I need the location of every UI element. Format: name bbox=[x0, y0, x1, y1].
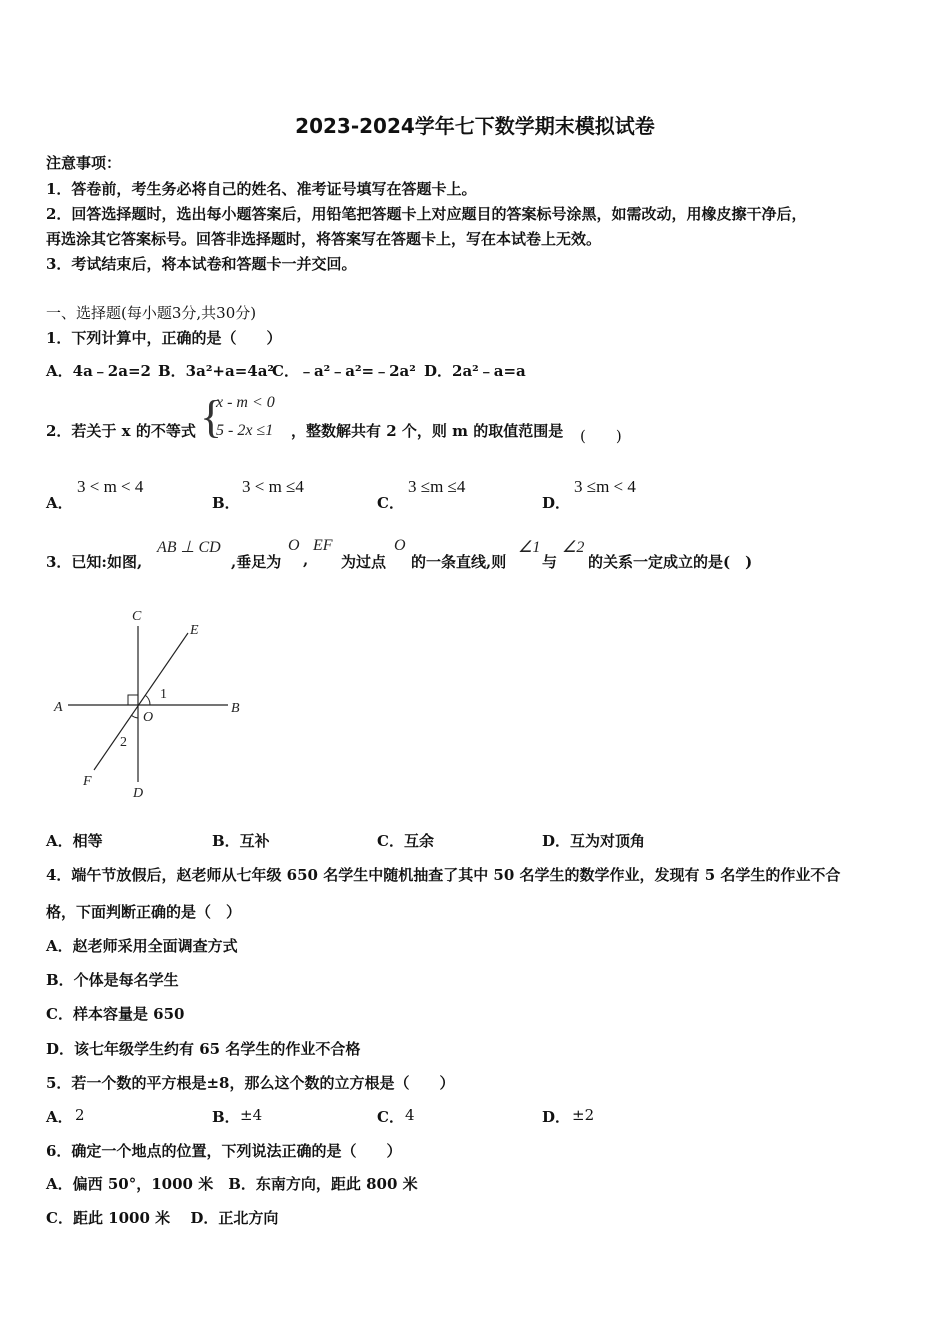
q3-option-b: B．互补 bbox=[212, 832, 270, 850]
q3-figure bbox=[46, 600, 256, 810]
q4-option-c: C．样本容量是 650 bbox=[46, 1005, 185, 1023]
right-angle-mark bbox=[128, 695, 138, 705]
q5-option-c-value: 4 bbox=[405, 1106, 415, 1124]
q6-options-row-2: C．距此 1000 米 D．正北方向 bbox=[46, 1209, 279, 1227]
label-c: C bbox=[132, 609, 142, 624]
q1-option-d: D．2a²﹣a=a bbox=[424, 362, 526, 380]
q6-options-row-1: A．偏西 50°，1000 米 B．东南方向，距此 800 米 bbox=[46, 1175, 418, 1193]
q3-math-o: O bbox=[288, 537, 300, 554]
q2-stem-end: ，整数解共有 2 个，则 m 的取值范围是 bbox=[291, 422, 564, 440]
q2-option-d-letter: D． bbox=[542, 494, 571, 512]
q4-stem-line-2: 格，下面判断正确的是（ ） bbox=[46, 903, 242, 921]
label-e: E bbox=[190, 623, 199, 638]
q3-math-o-2: O bbox=[394, 537, 406, 554]
q2-option-c-letter: C． bbox=[377, 494, 404, 512]
note-line-3: 再选涂其它答案标号。回答非选择题时，将答案写在答题卡上，写在本试卷上无效。 bbox=[46, 230, 602, 248]
line-ef bbox=[94, 633, 188, 770]
q3-math-ab-perp-cd: AB ⊥ CD bbox=[157, 539, 221, 556]
q3-math-angle-1: ∠1 bbox=[518, 539, 541, 556]
q4-stem-line-1: 4．端午节放假后，赵老师从七年级 650 名学生中随机抽查了其中 50 名学生的数学作业，发现有 5 名学生的作业不合 bbox=[46, 866, 841, 884]
q1-option-b: B．3a²+a=4a² bbox=[158, 362, 274, 380]
q5-option-b-letter: B． bbox=[212, 1108, 240, 1126]
label-d: D bbox=[133, 786, 144, 801]
q3-option-a: A．相等 bbox=[46, 832, 103, 850]
page-title: 2023-2024学年七下数学期末模拟试卷 bbox=[295, 114, 655, 138]
q2-system-line-2: 5 - 2x ≤1 bbox=[216, 422, 274, 439]
label-angle-1: 1 bbox=[160, 687, 167, 702]
q3-stem-part-2: ,垂足为 bbox=[231, 553, 282, 571]
q1-stem: 1．下列计算中，正确的是（ ） bbox=[46, 329, 282, 347]
q3-option-c: C．互余 bbox=[377, 832, 434, 850]
q4-option-a: A．赵老师采用全面调查方式 bbox=[46, 937, 238, 955]
q3-math-ef: EF bbox=[313, 537, 333, 554]
q2-option-a-value: 3 < m < 4 bbox=[77, 477, 144, 496]
notes-heading: 注意事项： bbox=[46, 154, 122, 172]
angle-2-arc bbox=[131, 715, 138, 718]
label-b: B bbox=[231, 701, 240, 716]
q2-option-b-value: 3 < m ≤4 bbox=[242, 477, 304, 496]
system-brace: { bbox=[200, 391, 223, 442]
note-line-4: 3．考试结束后，将本试卷和答题卡一并交回。 bbox=[46, 255, 357, 273]
q5-option-a-value: 2 bbox=[75, 1106, 85, 1124]
q2-option-c-value: 3 ≤m ≤4 bbox=[408, 477, 466, 496]
label-o: O bbox=[143, 710, 154, 725]
section-heading: 一、选择题(每小题3分,共30分) bbox=[46, 304, 257, 322]
q2-answer-paren: ( ) bbox=[580, 427, 622, 445]
label-f: F bbox=[83, 774, 92, 789]
q5-option-a-letter: A． bbox=[46, 1108, 73, 1126]
q3-stem-part-5: 的一条直线,则 bbox=[411, 553, 507, 571]
q2-option-d-value: 3 ≤m < 4 bbox=[574, 477, 636, 496]
q5-option-d-letter: D． bbox=[542, 1108, 571, 1126]
q3-stem-part-7: 的关系一定成立的是( ) bbox=[588, 553, 753, 571]
label-angle-2: 2 bbox=[120, 735, 127, 750]
q1-option-a: A．4a﹣2a=2 bbox=[46, 362, 151, 380]
q5-option-c-letter: C． bbox=[377, 1108, 404, 1126]
note-line-1: 1．答卷前，考生务必将自己的姓名、准考证号填写在答题卡上。 bbox=[46, 180, 477, 198]
angle-1-arc bbox=[145, 695, 150, 705]
q2-stem-start: 2．若关于 x 的不等式 bbox=[46, 422, 196, 440]
q4-option-b: B．个体是每名学生 bbox=[46, 971, 179, 989]
q2-system-line-1: x - m < 0 bbox=[216, 394, 275, 411]
label-a: A bbox=[54, 700, 63, 715]
q3-stem-part-4: 为过点 bbox=[341, 553, 387, 571]
q1-option-c: C．﹣a²﹣a²=﹣2a² bbox=[272, 362, 416, 380]
q2-option-a-letter: A． bbox=[46, 494, 73, 512]
q5-stem: 5．若一个数的平方根是±8，那么这个数的立方根是（ ） bbox=[46, 1074, 455, 1092]
q3-stem-part-3: , bbox=[303, 551, 309, 569]
q3-math-angle-2: ∠2 bbox=[562, 539, 585, 556]
q6-stem: 6．确定一个地点的位置，下列说法正确的是（ ） bbox=[46, 1142, 402, 1160]
note-line-2: 2．回答选择题时，选出每小题答案后，用铅笔把答题卡上对应题目的答案标号涂黑，如需改动，用橡皮擦干净后， bbox=[46, 205, 807, 223]
q3-stem-part-1: 3．已知:如图, bbox=[46, 553, 143, 571]
q5-option-d-value: ±2 bbox=[572, 1106, 595, 1124]
q4-option-d: D．该七年级学生约有 65 名学生的作业不合格 bbox=[46, 1040, 361, 1058]
q2-option-b-letter: B． bbox=[212, 494, 240, 512]
q5-option-b-value: ±4 bbox=[240, 1106, 263, 1124]
q3-option-d: D．互为对顶角 bbox=[542, 832, 646, 850]
q3-stem-part-6: 与 bbox=[542, 553, 558, 571]
